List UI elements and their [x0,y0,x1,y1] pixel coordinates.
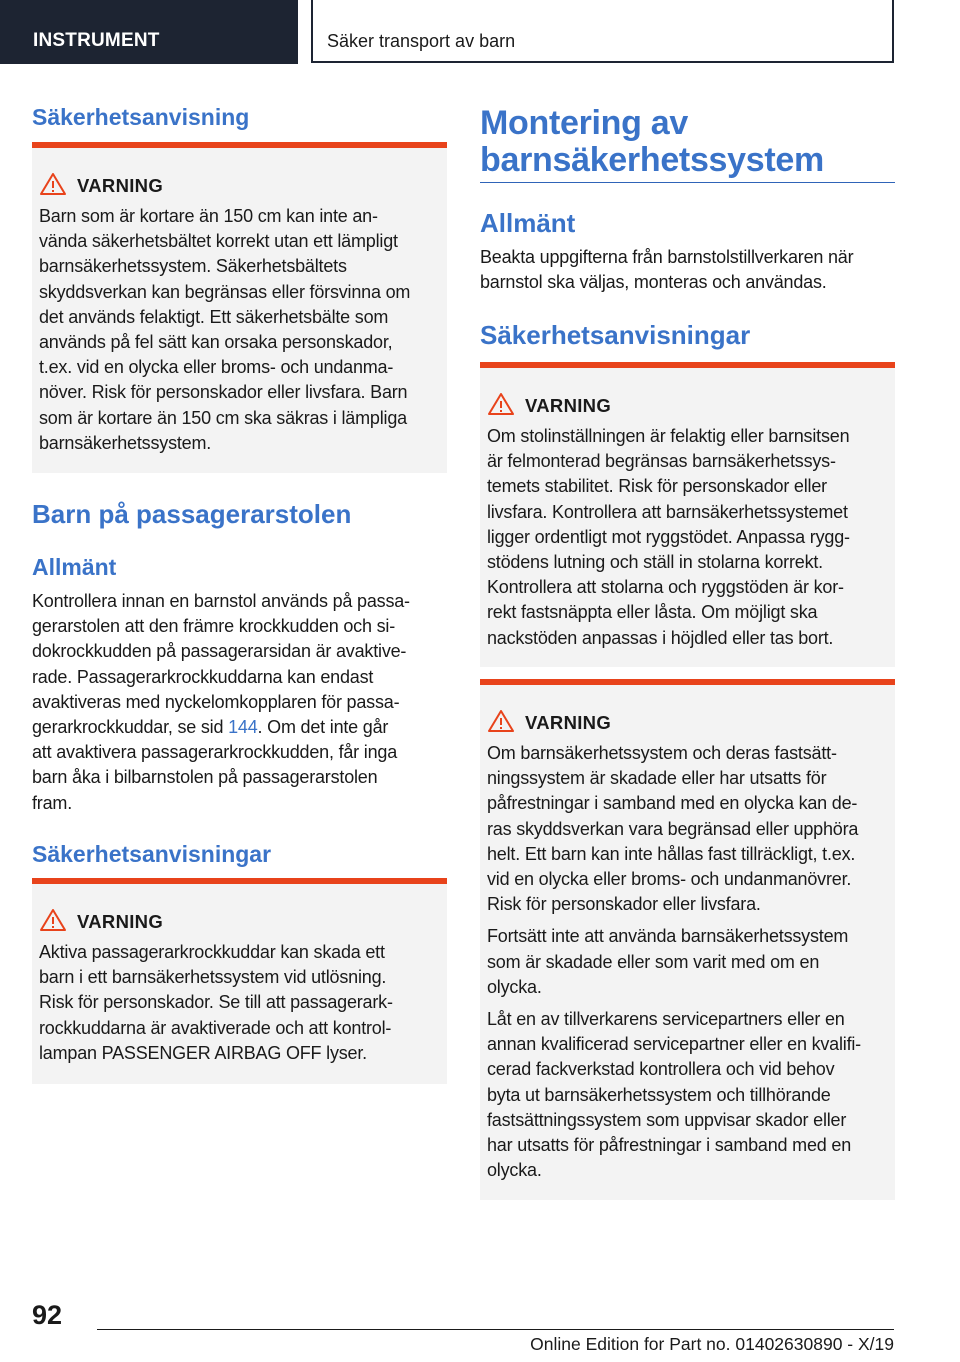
text-line: ligger ordentligt mot ryggstödet. Anpassa rygg- [487,526,850,547]
text-line: gerarstolen att den främre krockkudden och si- [32,616,395,637]
general-text [32,589,447,816]
warning-triangle-icon [39,908,67,932]
heading-underline [480,182,895,183]
text-line [32,715,447,740]
text-line: lampan PASSENGER AIRBAG OFF lyser. [39,1042,367,1063]
text-line: rockkuddarna är avaktiverade och att kontrol- [39,1017,392,1038]
warning-box [480,362,895,667]
text-line: növer. Risk för personskador eller livsfara. Barn [39,382,408,403]
warning-box [32,142,447,473]
heading-safety-instructions: Säkerhetsanvisningar [32,841,272,867]
paragraph-gap [487,917,889,924]
text-line: används på fel sätt kan orsaka personskador, [39,332,393,353]
text-line: olycka. [487,976,542,997]
warning-label: VARNING [77,911,164,932]
heading-general: Allmänt [480,208,576,238]
section-tab [0,0,298,64]
warning-box [32,878,447,1084]
heading-line: Montering av [480,104,688,142]
text-line: barn åka i bilbarnstolen på passagerarstolen [32,767,378,788]
warning-label: VARNING [525,712,612,733]
text-line: det används felaktigt. Ett säkerhetsbälte som [39,306,389,327]
text-line: barn i ett barnsäkerhetssystem vid utlösning. [39,967,387,988]
heading-general: Allmänt [32,554,117,580]
text-line: t.ex. vid en olycka eller broms- och undanma- [39,357,394,378]
text-line: att avaktivera passagerarkrockkudden, får inga [32,742,398,763]
text-line: nackstöden anpassas i höjdled eller tas bort. [487,627,834,648]
chapter-title: Säker transport av barn [327,31,516,51]
text-line: byta ut barnsäkerhetssystem och tillhörande [487,1084,831,1105]
text-line: barnsäkerhetssystem. [39,432,212,453]
text-line: Fortsätt inte att använda barnsäkerhetssystem [487,926,849,947]
text-fragment: gerarkrockkuddar, se sid [32,717,229,738]
text-line: barnstol ska väljas, monteras och användas. [480,272,827,293]
warning-triangle-icon [487,709,515,733]
text-line: Om stolinställningen är felaktig eller barnsitsen [487,426,850,446]
general-text [480,245,895,295]
warning-text [487,424,889,651]
text-line: påfrestningar i samband med en olycka kan de- [487,793,858,814]
text-line: Kontrollera innan en barnstol används på passa- [32,591,410,611]
footer-divider [97,1329,894,1330]
text-line: ras skyddsverkan vara begränsad eller upphöra [487,818,859,839]
text-line: är felmonterad begränsas barnsäkerhetssys- [487,451,836,472]
warning-label: VARNING [77,175,164,196]
text-line: vid en olycka eller broms- och undanmanövrer. [487,869,852,890]
text-line: dokrockkudden på passagerarsidan är avaktive- [32,641,407,662]
page-reference-link[interactable]: 144 [228,717,258,738]
section-title: INSTRUMENT [33,30,160,51]
text-line: Beakta uppgifterna från barnstolstillverkaren när [480,247,854,267]
text-line: Barn som är kortare än 150 cm kan inte an- [39,206,378,226]
warning-triangle-icon [39,172,67,196]
text-line: Om barnsäkerhetssystem och deras fastsätt- [487,743,837,763]
text-line: har utsatts för påfrestningar i samband med en [487,1135,852,1156]
text-line: annan kvalificerad servicepartner eller en kvalifi- [487,1034,861,1055]
warning-box [480,679,895,1200]
text-line: som är kortare än 150 cm ska säkras i lämpliga [39,407,407,428]
heading-mounting-child-seat [480,105,824,179]
text-line: Risk för personskador eller livsfara. [487,894,761,915]
footer-edition: Online Edition for Part no. 01402630890 - X/19 [530,1334,894,1354]
page-number: 92 [32,1300,63,1330]
text-fragment: . Om det inte går [257,717,389,738]
warning-text [39,204,441,456]
warning-label: VARNING [525,395,612,416]
chapter-tab [311,0,894,63]
text-line: vända säkerhetsbältet korrekt utan ett lämpligt [39,231,398,252]
text-line: temets stabilitet. Risk för personskador eller [487,476,827,497]
text-line: skyddsverkan kan begränsas eller försvinna om [39,281,411,302]
heading-safety-instruction: Säkerhetsanvisning [32,104,250,130]
text-line: fastsättningssystem som uppvisar skador eller [487,1109,847,1130]
text-line: barnsäkerhetssystem. Säkerhetsbältets [39,256,347,277]
text-line: cerad fackverkstad kontrollera och vid behov [487,1059,835,1080]
text-line: som är skadade eller som varit med om en [487,951,820,972]
warning-text [487,741,889,1183]
text-line: stödens lutning och ställ in stolarna korrekt. [487,552,823,573]
text-line: Aktiva passagerarkrockkuddar kan skada ett [39,942,385,962]
text-line: fram. [32,792,73,813]
text-line: Låt en av tillverkarens servicepartners eller en [487,1009,845,1030]
text-line: rade. Passagerarkrockkuddarna kan endast [32,666,374,687]
heading-safety-instructions: Säkerhetsanvisningar [480,320,751,350]
paragraph-gap [487,1000,889,1007]
text-line: ningssystem är skadade eller har utsatts för [487,768,827,789]
text-line: Kontrollera att stolarna och ryggstöden är kor- [487,577,844,598]
text-line: olycka. [487,1160,542,1181]
warning-text [39,940,441,1066]
text-line: helt. Ett barn kan inte hållas fast tillräckligt, t.ex. [487,843,856,864]
text-line: Risk för personskador. Se till att passagerark- [39,992,393,1013]
text-line: avaktiveras med nyckelomkopplaren för passa- [32,691,400,712]
text-line: rekt fastsnäppta eller låsta. Om möjligt ska [487,602,818,623]
text-line: livsfara. Kontrollera att barnsäkerhetssystemet [487,501,848,522]
warning-triangle-icon [487,392,515,416]
heading-line: barnsäkerhetssystem [480,141,824,179]
heading-child-passenger-seat: Barn på passagerarstolen [32,499,352,529]
